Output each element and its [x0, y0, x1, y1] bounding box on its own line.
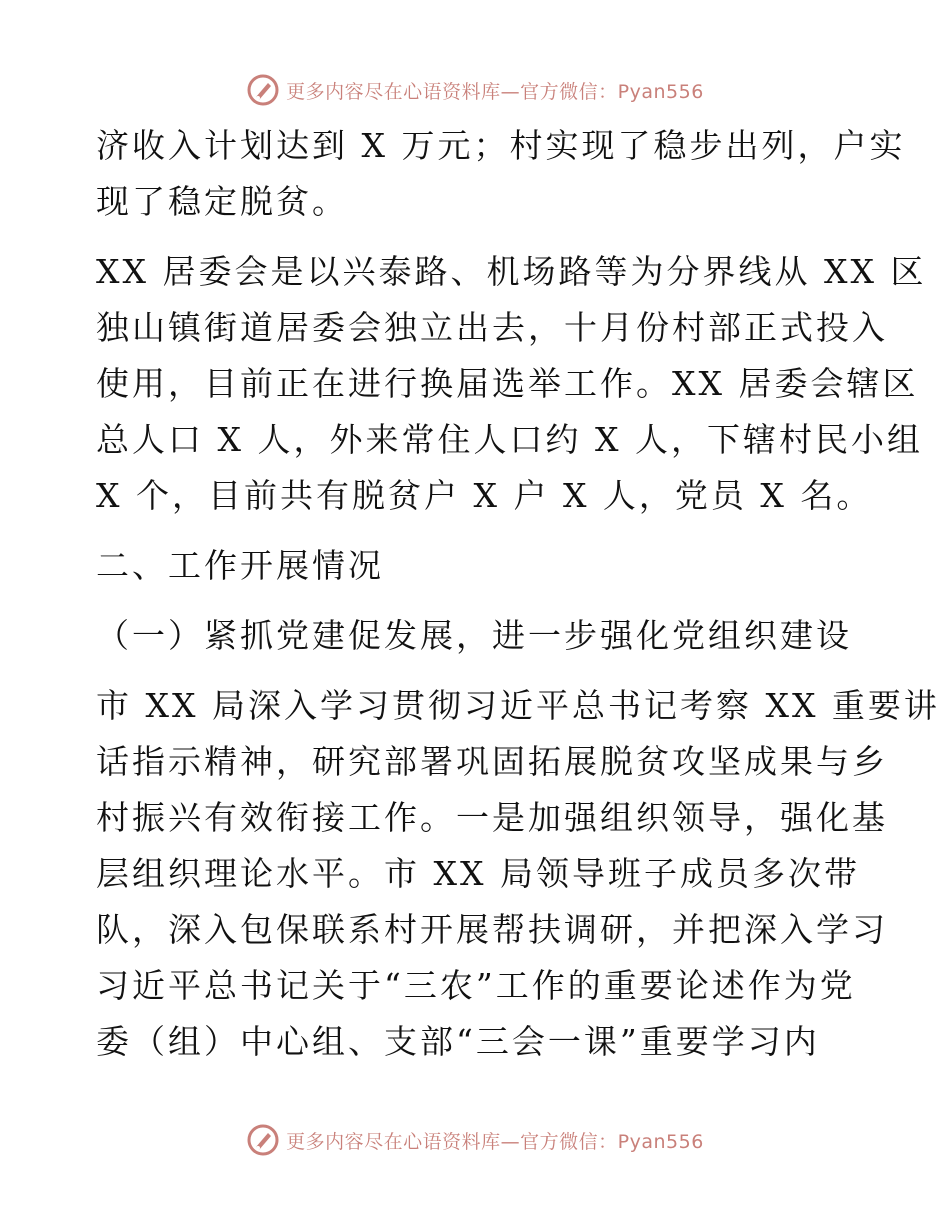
watermark-header: [0, 70, 950, 110]
paragraph-residents-committee: [96, 244, 927, 524]
text-line: 队，深入包保联系村开展帮扶调研，并把深入学习: [96, 910, 888, 949]
document-body: [96, 118, 940, 1070]
text-line: 市 XX 局深入学习贯彻习近平总书记考察 XX 重要讲: [96, 686, 940, 725]
text-line: 总人口 X 人，外来常住人口约 X 人，下辖村民小组: [96, 420, 923, 459]
text-line: XX 居委会是以兴泰路、机场路等为分界线从 XX 区: [96, 252, 927, 291]
text-line: 村振兴有效衔接工作。一是加强组织领导，强化基: [96, 798, 888, 837]
watermark-text: 更多内容尽在心语资料库—官方微信：Pyan556: [286, 1130, 704, 1153]
text-line: 独山镇街道居委会独立出去，十月份村部正式投入: [96, 308, 888, 347]
watermark-text: 更多内容尽在心语资料库—官方微信：Pyan556: [286, 80, 704, 103]
paragraph-party-building: [96, 678, 940, 1070]
text-line: 二、工作开展情况: [96, 546, 384, 585]
text-line: （一）紧抓党建促发展，进一步强化党组织建设: [96, 616, 852, 655]
text-line: 现了稳定脱贫。: [96, 182, 348, 221]
text-line: 话指示精神，研究部署巩固拓展脱贫攻坚成果与乡: [96, 742, 888, 781]
paragraph-income: [96, 118, 906, 230]
pen-seal-icon: [246, 1123, 280, 1157]
text-line: 习近平总书记关于“三农”工作的重要论述作为党: [96, 966, 856, 1005]
text-line: 使用，目前正在进行换届选举工作。XX 居委会辖区: [96, 364, 919, 403]
text-line: 层组织理论水平。市 XX 局领导班子成员多次带: [96, 854, 860, 893]
pen-seal-icon: [246, 73, 280, 107]
watermark-footer: [0, 1120, 950, 1160]
text-line: 委（组）中心组、支部“三会一课”重要学习内: [96, 1022, 820, 1061]
text-line: X 个，目前共有脱贫户 X 户 X 人，党员 X 名。: [96, 476, 873, 515]
section-heading: [96, 538, 856, 594]
subsection-heading: [96, 608, 856, 664]
text-line: 济收入计划达到 X 万元；村实现了稳步出列，户实: [96, 126, 906, 165]
